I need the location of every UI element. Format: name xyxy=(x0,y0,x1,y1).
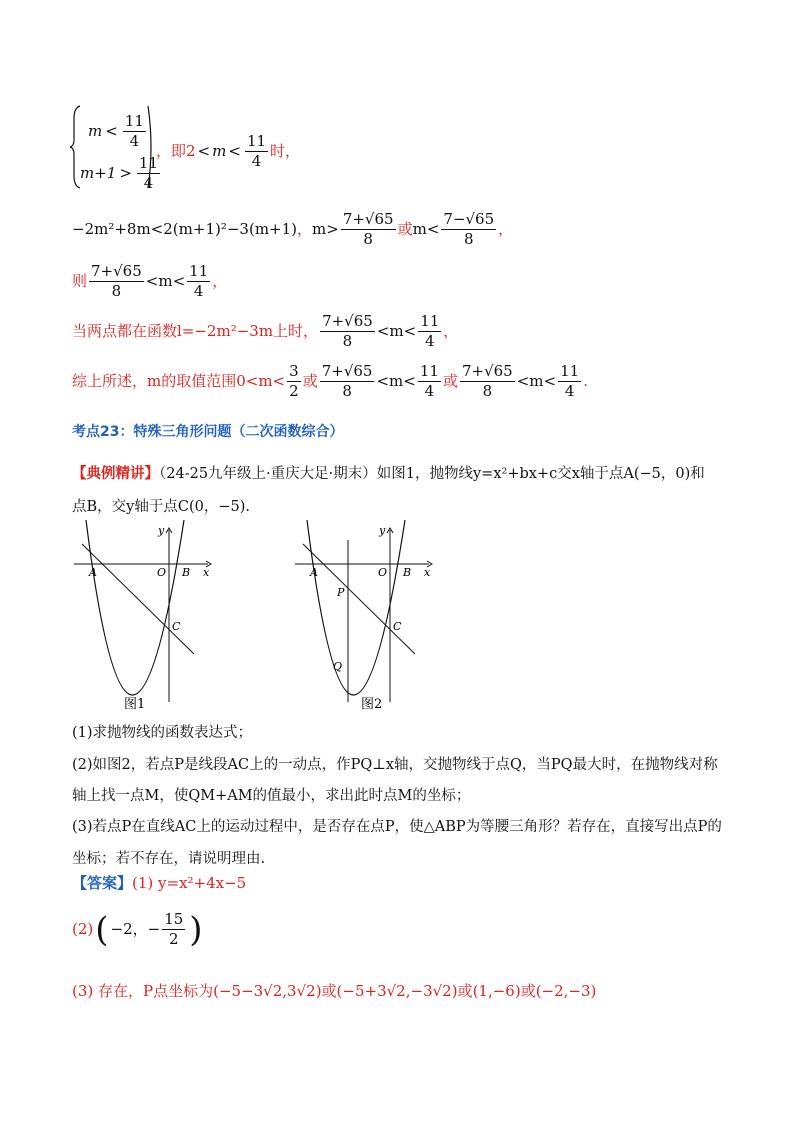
line2-sep: ， xyxy=(297,220,313,238)
line4-f1-den: 8 xyxy=(342,332,353,350)
line3-frac1 xyxy=(89,264,144,299)
fig1-label-a: A xyxy=(89,566,97,579)
section-title: 考点23：特殊三角形问题（二次函数综合） xyxy=(72,424,344,440)
question-2-line-1: (2)如图2，若点P是线段AC上的一动点，作PQ⊥x轴，交抛物线于点Q，当PQ最大时，在抛物线对称 xyxy=(72,757,718,773)
fig2-label-y: y xyxy=(379,524,386,537)
inequality-line-4 xyxy=(72,314,458,349)
line5-f1-den: 2 xyxy=(289,382,299,400)
line5-f2-num: 7+√65 xyxy=(321,362,373,380)
answer-2-open: ( xyxy=(95,909,109,950)
line2-f2-den: 8 xyxy=(464,230,474,248)
line5-text: 综上所述，m的取值范围0<m< xyxy=(72,372,286,390)
answer-3: (3) 存在，P点坐标为(−5−3√2,3√2)或(−5+3√2,−3√2)或(1,−6)或(−2,−3) xyxy=(72,982,597,1000)
fig2-caption: 图2 xyxy=(361,697,383,710)
line3-frac2 xyxy=(187,264,210,299)
line4-frac1 xyxy=(320,314,375,349)
fig1-label-o: O xyxy=(157,566,167,579)
inequality-line-3 xyxy=(72,264,227,299)
line5-mid2: <m< xyxy=(516,372,557,390)
sys-after-den: 4 xyxy=(251,152,262,170)
line3-prefix: 则 xyxy=(72,272,88,290)
fig1-label-c: C xyxy=(172,620,181,633)
sys-row1-lhs: m xyxy=(88,122,103,140)
line5-f5-num: 11 xyxy=(560,362,580,380)
fig1-caption: 图1 xyxy=(124,697,146,710)
line2-frac1 xyxy=(341,212,396,247)
line2-end: ， xyxy=(498,220,514,238)
question-2-line-2: 轴上找一点M，使QM+AM的值最小，求出此时点M的坐标； xyxy=(72,788,471,804)
answer-line-2 xyxy=(72,909,205,950)
fig2-label-b: B xyxy=(403,566,412,579)
line5-f5-den: 4 xyxy=(564,382,575,400)
line2-m1: m> xyxy=(312,220,339,238)
line5-f3-den: 4 xyxy=(424,382,435,400)
line2-f1-num: 7+√65 xyxy=(342,210,394,228)
line4-end: ， xyxy=(443,322,459,340)
sys-after-m: m xyxy=(212,142,227,160)
sys-row2-den: 4 xyxy=(143,174,154,192)
figure-2 xyxy=(293,520,443,710)
line5-f4-num: 7+√65 xyxy=(461,362,513,380)
sys-row1-den: 4 xyxy=(129,132,140,150)
line2-f2-num: 7−√65 xyxy=(443,210,495,228)
answer-2-den: 2 xyxy=(168,930,179,948)
problem-text-1: （24-25九年级上·重庆大足·期末）如图1，抛物线y=x²+bx+c交x轴于点A(−5，0)和 xyxy=(159,466,705,482)
sys-row1-num: 11 xyxy=(124,112,144,130)
answer-1: (1) y=x²+4x−5 xyxy=(132,874,247,892)
line5-end: . xyxy=(583,372,588,390)
sys-after-op1: < xyxy=(197,142,211,160)
line5-frac5 xyxy=(558,364,581,399)
line5-f1-num: 3 xyxy=(289,362,299,380)
fig2-label-p: P xyxy=(337,586,345,599)
line5-f3-num: 11 xyxy=(419,362,439,380)
line3-f1-den: 8 xyxy=(111,282,122,300)
sys-row2-num: 11 xyxy=(138,154,159,172)
fig2-label-o: O xyxy=(378,566,388,579)
line3-f2-den: 4 xyxy=(193,282,204,300)
line2-or: 或 xyxy=(397,220,413,238)
problem-line-2: 点B，交y轴于点C(0，−5). xyxy=(72,499,250,515)
answer-2-num: 15 xyxy=(164,910,184,928)
sys-after-op2: < xyxy=(228,142,241,160)
question-3-line-2: 坐标；若不存在，请说明理由. xyxy=(72,851,266,867)
line5-frac4 xyxy=(460,364,515,399)
fig1-label-y: y xyxy=(158,524,165,537)
line5-f2-den: 8 xyxy=(342,382,352,400)
sys-row2-lhs: m+1 xyxy=(80,164,117,182)
sys-row1-frac xyxy=(123,114,146,149)
line5-frac1 xyxy=(287,364,301,399)
sys-after-frac xyxy=(245,134,268,169)
system-block xyxy=(70,104,370,190)
line2-frac2 xyxy=(441,212,496,247)
fig2-label-q: Q xyxy=(333,660,343,673)
line3-mid: <m< xyxy=(145,272,186,290)
sys-after-num: 11 xyxy=(246,132,267,150)
fig2-label-x: x xyxy=(424,566,431,579)
sys-after-text: ，即2 xyxy=(156,142,196,160)
sys-after-suffix: 时， xyxy=(270,142,301,160)
inequality-line-2 xyxy=(72,212,513,247)
problem-tag: 【典例精讲】 xyxy=(72,465,159,482)
line5-or2: 或 xyxy=(442,372,458,390)
figure-1 xyxy=(72,520,222,710)
line2-lhs: −2m²+8m<2(m+1)²−3(m+1) xyxy=(72,220,297,238)
answer-2-close: ) xyxy=(189,909,203,950)
fig2-label-c: C xyxy=(393,620,402,633)
line4-mid: <m< xyxy=(376,322,417,340)
sys-row1-op: < xyxy=(105,122,118,140)
sys-row2-op: > xyxy=(119,164,132,182)
inequality-line-5 xyxy=(72,364,588,399)
fig1-label-x: x xyxy=(203,566,210,579)
line3-f1-num: 7+√65 xyxy=(91,262,142,280)
answer-2-prefix: (2) xyxy=(72,920,94,938)
line4-f2-num: 11 xyxy=(420,312,440,330)
fig2-label-a: A xyxy=(310,566,318,579)
line5-f4-den: 8 xyxy=(482,382,493,400)
answer-2-frac xyxy=(162,912,185,947)
line4-text: 当两点都在函数l=−2m²−3m上时， xyxy=(72,322,319,340)
line5-mid1: <m< xyxy=(376,372,416,390)
line5-frac3 xyxy=(418,364,441,399)
answer-line-1 xyxy=(72,876,246,891)
line2-m2: m< xyxy=(412,220,440,238)
question-3-line-1: (3)若点P在直线AC上的运动过程中，是否存在点P，使△ABP为等腰三角形？若存在，直接写出点P的 xyxy=(72,819,722,835)
answer-tag: 【答案】 xyxy=(72,874,133,892)
line4-f2-den: 4 xyxy=(424,332,435,350)
line5-frac2 xyxy=(320,364,375,399)
line2-f1-den: 8 xyxy=(363,230,373,248)
answer-2-x: −2，− xyxy=(110,920,161,938)
problem-line-1 xyxy=(72,467,705,482)
fig1-label-b: B xyxy=(182,566,191,579)
line4-f1-num: 7+√65 xyxy=(322,312,373,330)
line3-end: ， xyxy=(212,272,228,290)
question-1: (1)求抛物线的函数表达式； xyxy=(72,725,253,741)
line4-frac2 xyxy=(418,314,441,349)
line3-f2-num: 11 xyxy=(189,262,209,280)
line5-or1: 或 xyxy=(302,372,318,390)
